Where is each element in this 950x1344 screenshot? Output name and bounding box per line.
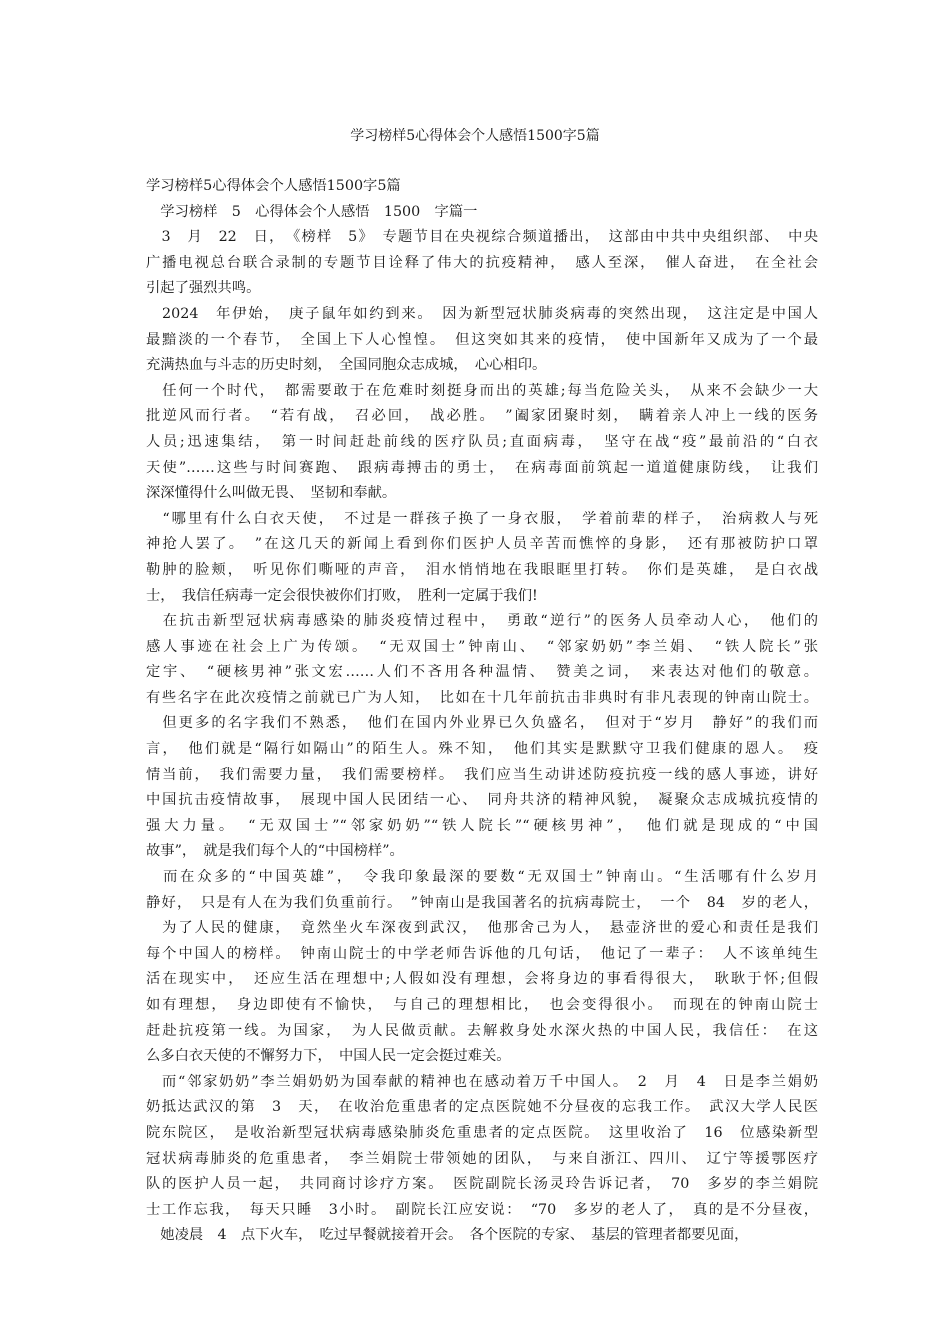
text-line: 冠状病毒肺炎的危重患者， 李兰娟院士带领她的团队， 与来自浙江、四川、 辽宁等援鄂医疗 [146,1150,818,1167]
text-line: 感人事迹在社会上广为传颂。 “无双国士”钟南山、 “邻家奶奶”李兰娟、 “铁人院长”张 [146,638,818,655]
text-line: 充满热血与斗志的历史时刻， 全国同胞众志成城， 心心相印。 [146,357,547,374]
text-line: 在抗击新型冠状病毒感染的肺炎疫情过程中， 勇敢“逆行”的医务人员牵动人心， 他们的 [146,613,818,630]
text-line: 中国抗击疫情故事， 展现中国人民团结一心、 同舟共济的精神风貌， 凝聚众志成城抗疫情的 [146,792,818,809]
text-line: 神抢人罢了。 ”在这几天的新闻上看到你们医护人员辛苦而憔悴的身影， 还有那被防护口罩 [146,536,818,553]
text-line: “哪里有什么白衣天使， 不过是一群孩子换了一身衣服， 学着前辈的样子， 治病救人与死 [146,510,818,527]
text-line: 院东院区， 是收治新型冠状病毒感染肺炎危重患者的定点医院。 这里收治了 16 位感染新型 [146,1124,818,1141]
document-heading: 学习榜样5心得体会个人感悟1500字5篇 [146,178,401,194]
text-line: 每个中国人的榜样。 钟南山院士的中学老师告诉他的几句话， 他记了一辈子： 人不该单纯生 [146,945,818,962]
text-line: 深深懂得什么叫做无畏、 坚韧和奉献。 [146,485,397,502]
document-title: 学习榜样5心得体会个人感悟1500字5篇 [350,128,600,144]
text-line: 强大力量。 “无双国士”“邻家奶奶”“铁人院长”“硬核男神”， 他们就是现成的“中国 [146,817,818,834]
text-line: 为了人民的健康， 竟然坐火车深夜到武汉， 他那舍己为人， 悬壶济世的爱心和责任是我们 [146,920,818,937]
text-line: 奶抵达武汉的第 3 天， 在收治危重患者的定点医院她不分昼夜的忘我工作。 武汉大学人民医 [146,1099,818,1116]
document-body [146,174,818,1249]
text-line: 情当前， 我们需要力量， 我们需要榜样。 我们应当生动讲述防疫抗疫一线的感人事迹，讲好 [146,766,818,783]
text-line: 士， 我信任病毒一定会很快被你们打败， 胜利一定属于我们! [146,587,538,604]
text-line: 故事”， 就是我们每个人的“中国榜样”。 [146,843,404,860]
text-line: 但更多的名字我们不熟悉， 他们在国内外业界已久负盛名， 但对于“岁月 静好”的我们而 [146,715,818,732]
text-line: 队的医护人员一起， 共同商讨诊疗方案。 医院副院长汤灵玲告诉记者， 70 多岁的李兰娟院 [146,1176,818,1193]
text-line: 士工作忘我， 每天只睡 3小时。 副院长江应安说： “70 多岁的老人了， 真的是不分昼夜， [146,1201,818,1218]
text-line: 她凌晨 4 点下火车， 吃过早餐就接着开会。 各个医院的专家、 基层的管理者都要见面， [146,1227,749,1244]
text-line: 有些名字在此次疫情之前就已广为人知， 比如在十几年前抗击非典时有非凡表现的钟南山院士。 [146,689,818,706]
text-line: 赶赴抗疫第一线。为国家， 为人民做贡献。去解救身处水深火热的中国人民，我信任： 在这 [146,1022,818,1039]
text-line: 广播电视总台联合录制的专题节目诠释了伟大的抗疫精神， 感人至深， 催人奋进， 在全社会 [146,254,818,271]
text-line: 任何一个时代， 都需要敢于在危难时刻挺身而出的英雄;每当危险关头， 从来不会缺少一大 [146,382,818,399]
text-line: 天使”……这些与时间赛跑、 跟病毒搏击的勇士， 在病毒面前筑起一道道健康防线， 让我们 [146,459,818,476]
text-line: 而“邻家奶奶”李兰娟奶奶为国奉献的精神也在感动着万千中国人。 2 月 4 日是李兰娟奶 [146,1073,818,1090]
text-line: 么多白衣天使的不懈努力下， 中国人民一定会挺过难关。 [146,1048,511,1065]
text-line: 最黯淡的一个春节， 全国上下人心惶惶。 但这突如其来的疫情， 使中国新年又成为了一个最 [146,331,818,348]
text-line: 静好， 只是有人在为我们负重前行。 ”钟南山是我国著名的抗病毒院士， 一个 84 岁的老人， [146,894,818,911]
text-line: 人员;迅速集结， 第一时间赶赴前线的医疗队员;直面病毒， 坚守在战“疫”最前沿的“白衣 [146,433,818,450]
text-line: 言， 他们就是“隔行如隔山”的陌生人。殊不知， 他们其实是默默守卫我们健康的恩人。 疫 [146,741,818,758]
text-line: 批逆风而行者。 “若有战， 召必回， 战必胜。 ”阖家团聚时刻， 瞒着亲人冲上一线的医务 [146,408,818,425]
text-line: 定宇、 “硬核男神”张文宏……人们不吝用各种温情、 赞美之词， 来表达对他们的敬意。 [146,664,818,681]
text-line: 如有理想， 身边即使有不愉快， 与自己的理想相比， 也会变得很小。 而现在的钟南山院士 [146,997,818,1013]
text-line: 引起了强烈共鸣。 [146,280,261,297]
section-heading: 学习榜样 5 心得体会个人感悟 1500 字篇一 [146,203,478,220]
text-line: 活在现实中， 还应生活在理想中;人假如没有理想，会将身边的事看得很大， 耿耿于怀;但假 [146,971,818,988]
text-line: 2024 年伊始， 庚子鼠年如约到来。 因为新型冠状肺炎病毒的突然出现， 这注定是中国人 [146,305,818,322]
text-line: 勒肿的脸颊， 听见你们嘶哑的声音， 泪水悄悄地在我眼眶里打转。 你们是英雄， 是白衣战 [146,561,818,578]
text-line: 而在众多的“中国英雄”， 令我印象最深的要数“无双国士”钟南山。“生活哪有什么岁月 [146,869,818,886]
text-line: 3 月 22 日， 《榜样 5》 专题节目在央视综合频道播出， 这部由中共中央组织部、 中央 [146,229,818,246]
